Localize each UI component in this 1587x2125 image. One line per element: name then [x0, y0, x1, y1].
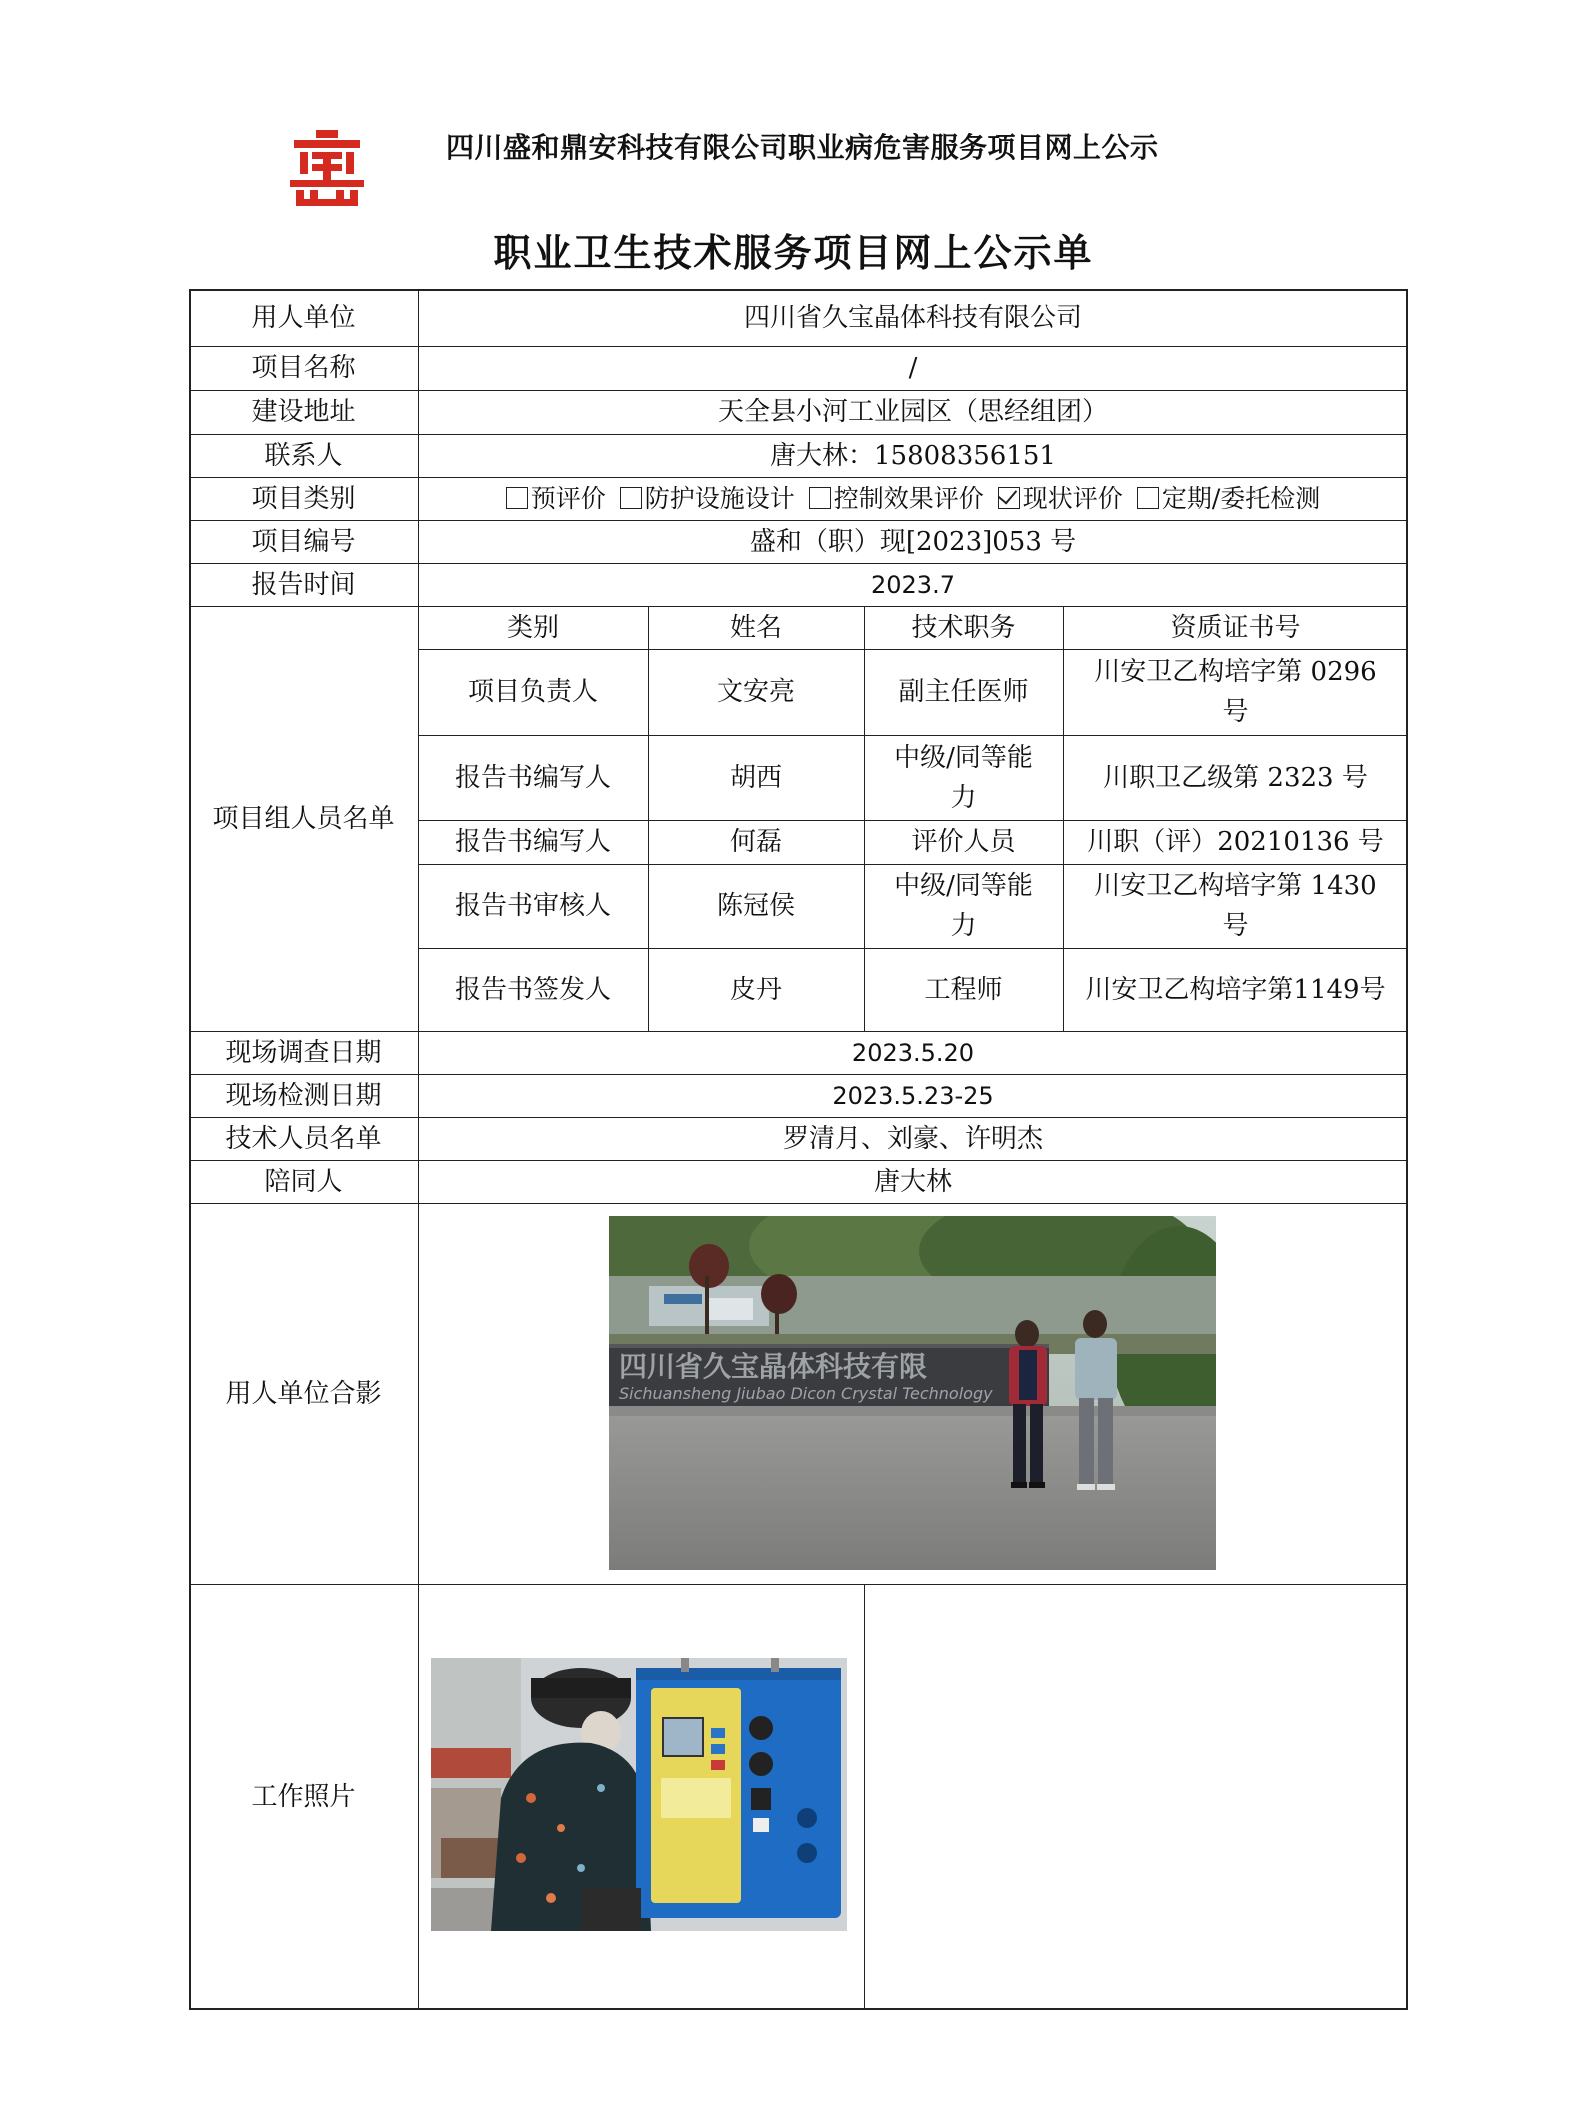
category-label: 项目类别 [251, 483, 356, 514]
escort-value: 唐大林 [873, 1166, 952, 1197]
employer-label: 用人单位 [251, 302, 356, 333]
team-row-2-role: 报告书编写人 [454, 762, 611, 793]
category-option-protection-design: 防护设施设计 [620, 479, 795, 519]
team-row-2-title: 中级/同等能力 [894, 742, 1033, 813]
checkbox [506, 487, 528, 509]
category-option-pre-assessment: 预评价 [506, 479, 606, 519]
team-header-title: 技术职务 [911, 612, 1016, 643]
document-title: 职业卫生技术服务项目网上公示单 [493, 230, 1094, 275]
header-title: 四川盛和鼎安科技有限公司职业病危害服务项目网上公示 [446, 131, 1159, 164]
test-date-value: 2023.5.23-25 [832, 1081, 994, 1110]
sign-text-cn: 四川省久宝晶体科技有限 [619, 1350, 928, 1383]
team-label: 项目组人员名单 [212, 803, 395, 834]
work-photo [431, 1658, 847, 1931]
test-date-label: 现场检测日期 [225, 1080, 382, 1111]
category-options [418, 477, 1408, 520]
team-row-1-title: 副主任医师 [898, 677, 1029, 707]
team-header-category: 类别 [506, 612, 559, 643]
project-no-value: 盛和（职）现[2023]053 号 [749, 526, 1077, 557]
company-logo [288, 128, 366, 208]
team-row-4-certificate: 川安卫乙构培字第 1430 号 [1094, 871, 1377, 941]
team-row-2-name: 胡西 [729, 762, 782, 793]
checkbox [1137, 487, 1159, 509]
employer-value: 四川省久宝晶体科技有限公司 [743, 302, 1082, 333]
team-row-5-name: 皮丹 [729, 974, 782, 1005]
technicians-value: 罗清月、刘豪、许明杰 [782, 1123, 1043, 1154]
team-row-2-certificate: 川职卫乙级第 2323 号 [1103, 762, 1368, 793]
address-label: 建设地址 [251, 397, 356, 427]
team-header-name: 姓名 [729, 612, 782, 643]
contact-value: 唐大林：15808356151 [770, 440, 1056, 471]
work-photo-label: 工作照片 [251, 1782, 356, 1812]
team-row-5-title: 工程师 [924, 974, 1003, 1005]
team-row-1-certificate: 川安卫乙构培字第 0296 号 [1094, 657, 1377, 727]
report-time-label: 报告时间 [251, 569, 356, 600]
checkbox-checked [998, 487, 1020, 509]
project-name-label: 项目名称 [251, 353, 356, 383]
team-row-5-certificate: 川安卫乙构培字第1149号 [1085, 974, 1386, 1005]
project-no-label: 项目编号 [251, 526, 356, 557]
checkbox [809, 487, 831, 509]
report-time-value: 2023.7 [871, 570, 955, 599]
category-option-status-assessment: 现状评价 [998, 479, 1123, 519]
address-value: 天全县小河工业园区（思经组团） [717, 397, 1108, 427]
group-photo-label: 用人单位合影 [225, 1378, 382, 1409]
escort-label: 陪同人 [264, 1166, 343, 1197]
team-row-5-role: 报告书签发人 [454, 974, 611, 1005]
project-name-value: / [908, 353, 918, 383]
team-header-certificate: 资质证书号 [1170, 612, 1301, 643]
team-row-3-title: 评价人员 [911, 827, 1016, 857]
team-row-4-title: 中级/同等能力 [894, 871, 1033, 941]
survey-date-label: 现场调查日期 [225, 1037, 382, 1068]
group-photo [609, 1216, 1216, 1570]
team-row-3-role: 报告书编写人 [454, 827, 611, 857]
team-row-4-name: 陈冠侯 [716, 891, 795, 921]
contact-label: 联系人 [264, 440, 343, 471]
team-row-3-certificate: 川职（评）20210136 号 [1087, 827, 1384, 857]
category-option-control-effect: 控制效果评价 [809, 479, 984, 519]
checkbox [620, 487, 642, 509]
technicians-label: 技术人员名单 [225, 1123, 382, 1154]
category-option-periodic-testing: 定期/委托检测 [1137, 479, 1320, 519]
survey-date-value: 2023.5.20 [851, 1038, 975, 1067]
team-row-3-name: 何磊 [729, 827, 782, 857]
team-row-1-name: 文安亮 [716, 677, 795, 707]
team-row-1-role: 项目负责人 [467, 677, 598, 707]
team-row-4-role: 报告书审核人 [454, 891, 611, 921]
sign-text-en: Sichuansheng Jiubao Dicon Crystal Technology [619, 1384, 993, 1403]
